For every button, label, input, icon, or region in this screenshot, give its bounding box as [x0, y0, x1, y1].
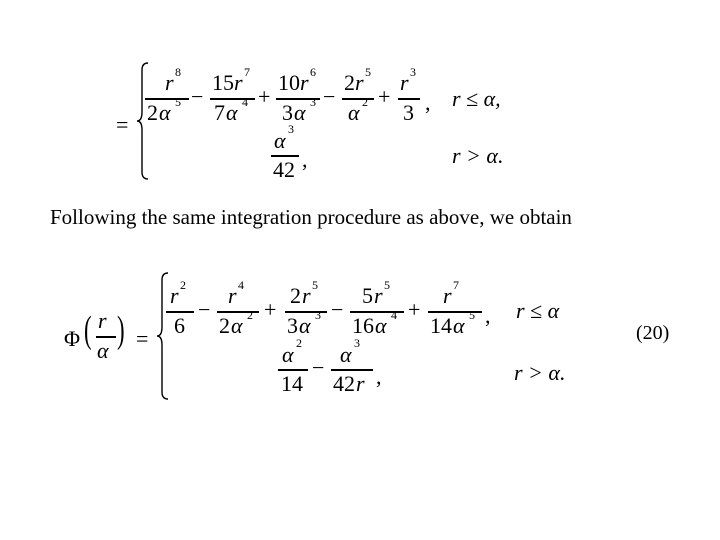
- exponent: 4: [238, 278, 244, 292]
- equals-sign: =: [136, 326, 149, 351]
- denominator-base: r: [356, 371, 365, 396]
- numerator-base: r: [355, 70, 364, 95]
- numerator-coef: 2: [344, 70, 355, 95]
- left-paren: (: [84, 309, 92, 351]
- denominator: 14: [281, 371, 303, 396]
- plus-operator: +: [378, 84, 391, 109]
- numerator-base: r: [234, 70, 243, 95]
- denominator-coef: 7: [214, 100, 225, 125]
- plus-operator: +: [258, 84, 271, 109]
- lhs-numerator: r: [98, 308, 107, 333]
- exponent: 4: [242, 95, 248, 109]
- numerator-base: α: [340, 342, 352, 367]
- exponent: 5: [312, 278, 318, 292]
- exponent: 2: [247, 308, 253, 322]
- minus-operator: −: [331, 297, 344, 322]
- denominator-coef: 42: [333, 371, 355, 396]
- exponent: 3: [410, 65, 416, 79]
- denominator-base: α: [453, 313, 465, 338]
- denominator-base: α: [348, 100, 360, 125]
- numerator-coef: 2: [290, 283, 301, 308]
- exponent: 5: [365, 65, 371, 79]
- numerator-coef: 10: [278, 70, 300, 95]
- comma: ,: [302, 147, 308, 172]
- comma: ,: [485, 303, 491, 328]
- comma: ,: [376, 364, 382, 389]
- denominator: 42: [273, 157, 295, 182]
- denominator-base: α: [231, 313, 243, 338]
- denominator-coef: 14: [430, 313, 452, 338]
- exponent: 6: [310, 65, 316, 79]
- exponent: 2: [180, 278, 186, 292]
- denominator-coef: 2: [219, 313, 230, 338]
- numerator-base: r: [170, 283, 179, 308]
- exponent: 5: [175, 95, 181, 109]
- exponent: 5: [469, 308, 475, 322]
- denominator-base: α: [159, 100, 171, 125]
- condition: r > α.: [514, 360, 566, 385]
- numerator-base: r: [302, 283, 311, 308]
- numerator-base: r: [443, 283, 452, 308]
- exponent: 4: [391, 308, 397, 322]
- denominator: 6: [174, 313, 185, 338]
- denominator-base: α: [226, 100, 238, 125]
- equation-number: (20): [636, 322, 670, 344]
- exponent: 7: [453, 278, 459, 292]
- denominator-coef: 3: [287, 313, 298, 338]
- denominator: 3: [403, 100, 414, 125]
- minus-operator: −: [312, 355, 325, 380]
- exponent: 2: [362, 95, 368, 109]
- exponent: 2: [296, 336, 302, 350]
- numerator-base: α: [282, 342, 294, 367]
- denominator-coef: 16: [352, 313, 374, 338]
- denominator-base: α: [299, 313, 311, 338]
- numerator-coef: 5: [362, 283, 373, 308]
- numerator-base: r: [300, 70, 309, 95]
- exponent: 5: [384, 278, 390, 292]
- denominator-coef: 2: [147, 100, 158, 125]
- exponent: 8: [175, 65, 181, 79]
- minus-operator: −: [323, 84, 336, 109]
- exponent: 7: [244, 65, 250, 79]
- exponent: 3: [315, 308, 321, 322]
- comma: ,: [425, 90, 431, 115]
- denominator-base: α: [375, 313, 387, 338]
- numerator-base: r: [400, 70, 409, 95]
- right-paren: ): [117, 309, 125, 351]
- numerator-coef: 15: [212, 70, 234, 95]
- minus-operator: −: [191, 84, 204, 109]
- lhs-denominator: α: [97, 338, 109, 363]
- numerator-base: r: [374, 283, 383, 308]
- numerator-base: α: [274, 128, 286, 153]
- left-brace: [156, 272, 170, 400]
- exponent: 3: [354, 336, 360, 350]
- numerator: r: [165, 70, 174, 95]
- phi-symbol: Φ: [64, 326, 81, 351]
- condition: r > α.: [452, 143, 504, 168]
- exponent: 3: [288, 122, 294, 136]
- equals-sign: =: [116, 112, 129, 137]
- minus-operator: −: [198, 297, 211, 322]
- numerator-base: r: [228, 283, 237, 308]
- denominator-base: α: [294, 100, 306, 125]
- denominator-coef: 3: [282, 100, 293, 125]
- body-paragraph: Following the same integration procedure as above, we obtain: [50, 205, 572, 229]
- condition: r ≤ α,: [452, 86, 501, 111]
- plus-operator: +: [408, 297, 421, 322]
- exponent: 3: [310, 95, 316, 109]
- plus-operator: +: [264, 297, 277, 322]
- condition: r ≤ α: [516, 298, 560, 323]
